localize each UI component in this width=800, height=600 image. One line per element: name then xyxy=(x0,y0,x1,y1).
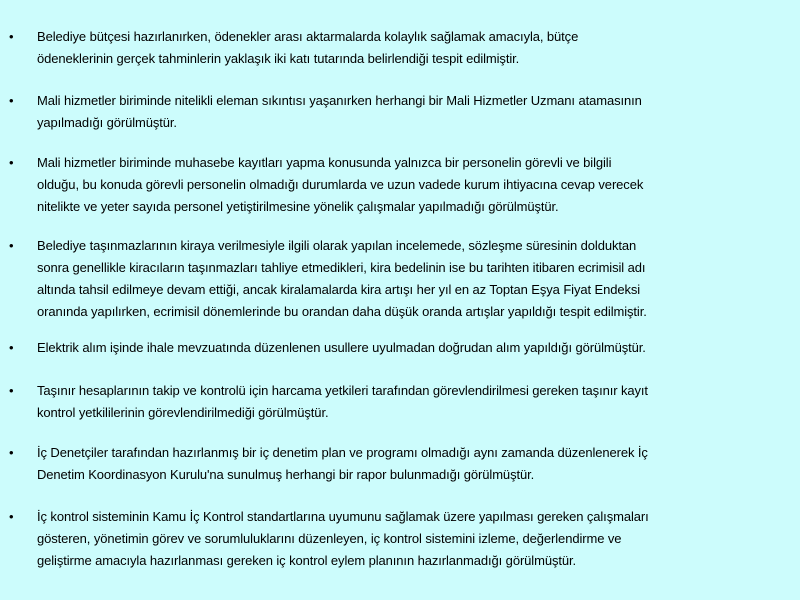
text-line: İç Denetçiler tarafından hazırlanmış bir iç denetim plan ve programı olmadığı aynı zamanda düzenlenerek İç xyxy=(37,445,648,460)
text-line: sonra genellikle kiracıların taşınmazları tahliye etmedikleri, kira bedelinin ise bu tarihten itibaren ecrimisil adı xyxy=(37,260,646,275)
bullet-icon: • xyxy=(9,29,14,44)
text-line: Belediye bütçesi hazırlanırken, ödenekler arası aktarmalarda kolaylık sağlamak amacıyla, bütçe xyxy=(37,29,579,44)
text-line: altında tahsil edilmeye devam ettiği, ancak kiralamalarda kira artışı her yıl en az Toptan Eşya Fiyat Endeksi xyxy=(37,282,641,297)
text-line: gösteren, yönetimin görev ve sorumluluklarını düzenleyen, iç kontrol sistemini izleme, değerlendirme ve xyxy=(37,531,622,546)
text-line: geliştirme amacıyla hazırlanması gereken iç kontrol eylem planının hazırlanmadığı görülmüştür. xyxy=(37,553,577,568)
text-line: Taşınır hesaplarının takip ve kontrolü için harcama yetkileri tarafından görevlendirilmesi gereken taşınır kayıt xyxy=(37,383,648,398)
text-line: Mali hizmetler biriminde muhasebe kayıtları yapma konusunda yalnızca bir personelin görevli ve bilgili xyxy=(37,155,612,170)
text-line: Belediye taşınmazlarının kiraya verilmesiyle ilgili olarak yapılan incelemede, sözleşme süresinin dolduktan xyxy=(37,238,637,253)
bullet-icon: • xyxy=(9,340,14,355)
bullet-icon: • xyxy=(9,383,14,398)
bullet-icon: • xyxy=(9,238,14,253)
text-line: Mali hizmetler biriminde nitelikli eleman sıkıntısı yaşanırken herhangi bir Mali Hizmetler Uzmanı atamasının xyxy=(37,93,642,108)
list-item-text xyxy=(37,152,789,218)
bullet-icon: • xyxy=(9,445,14,460)
text-line: Denetim Koordinasyon Kurulu'na sunulmuş herhangi bir rapor bulunmadığı görülmüştür. xyxy=(37,467,535,482)
text-line: Elektrik alım işinde ihale mevzuatında düzenlenen usullere uyulmadan doğrudan alım yapıldığı görülmüştür. xyxy=(37,340,646,355)
text-line: yapılmadığı görülmüştür. xyxy=(37,115,177,130)
list-item-text xyxy=(37,26,789,70)
list-item-text xyxy=(37,90,789,134)
list-item-text xyxy=(37,506,789,572)
text-line: kontrol yetkililerinin görevlendirilmediği görülmüştür. xyxy=(37,405,329,420)
list-item-text xyxy=(37,235,789,323)
bullet-icon: • xyxy=(9,93,14,108)
text-line: ödeneklerinin gerçek tahminlerin yaklaşık iki katı tutarında belirlendiği tespit edilmiştir. xyxy=(37,51,520,66)
list-item-text xyxy=(37,337,789,359)
bullet-icon: • xyxy=(9,509,14,524)
list-item-text xyxy=(37,380,789,424)
bullet-icon: • xyxy=(9,155,14,170)
text-line: olduğu, bu konuda görevli personelin olmadığı durumlarda ve uzun vadede kurum ihtiyacına cevap verecek xyxy=(37,177,644,192)
text-line: nitelikte ve yeter sayıda personel yetiştirilmesine yönelik çalışmalar yapılmadığı görülmüştür. xyxy=(37,199,559,214)
text-line: oranında yapılırken, ecrimisil dönemlerinde bu orandan daha düşük oranda artışlar yapıldığı tespit edilmiştir. xyxy=(37,304,647,319)
text-line: İç kontrol sisteminin Kamu İç Kontrol standartlarına uyumunu sağlamak üzere yapılması gereken çalışmaları xyxy=(37,509,649,524)
list-item-text xyxy=(37,442,789,486)
